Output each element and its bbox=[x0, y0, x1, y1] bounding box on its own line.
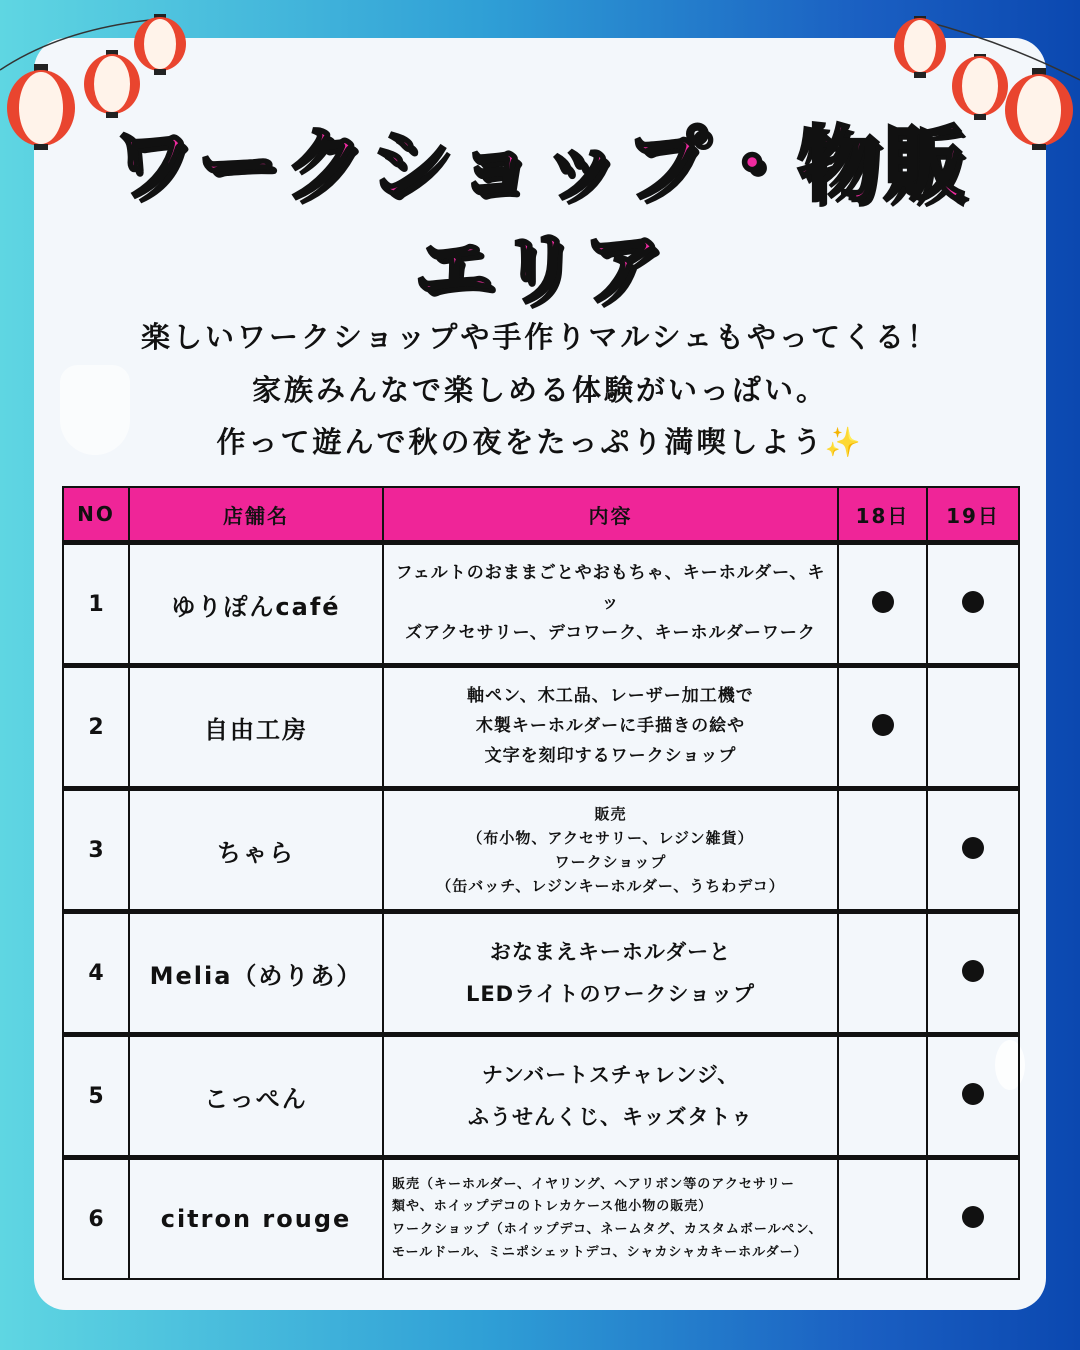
participation-day18 bbox=[838, 1158, 927, 1280]
participation-day19 bbox=[927, 666, 1019, 789]
header-content: 内容 bbox=[383, 487, 838, 543]
table-row bbox=[63, 789, 1019, 912]
page-title-line2: エリア bbox=[414, 223, 666, 316]
page-title-line1: ワークショップ・物販 bbox=[110, 118, 970, 213]
participation-day19 bbox=[927, 1035, 1019, 1158]
content-line: ナンバートスチャレンジ、 bbox=[481, 1063, 740, 1087]
shop-content bbox=[383, 1035, 838, 1158]
content-line: 販売 bbox=[594, 805, 627, 823]
participation-day19 bbox=[927, 1158, 1019, 1280]
shop-content bbox=[383, 1158, 838, 1280]
content-line: おなまえキーホルダーと bbox=[489, 940, 732, 964]
shop-name: Melia（めりあ） bbox=[129, 912, 383, 1035]
table-row bbox=[63, 1158, 1019, 1280]
participation-day19 bbox=[927, 789, 1019, 912]
participation-dot-icon bbox=[962, 1206, 984, 1228]
participation-day18 bbox=[838, 543, 927, 666]
table-body bbox=[63, 543, 1019, 1280]
content-line: ふうせんくじ、キッズタトゥ bbox=[467, 1105, 754, 1129]
table-row bbox=[63, 912, 1019, 1035]
participation-day18 bbox=[838, 1035, 927, 1158]
participation-dot-icon bbox=[962, 591, 984, 613]
participation-day19 bbox=[927, 543, 1019, 666]
row-number: 3 bbox=[63, 789, 129, 912]
table-row bbox=[63, 543, 1019, 666]
participation-day18 bbox=[838, 789, 927, 912]
table-row bbox=[63, 666, 1019, 789]
content-line: モールドール、ミニポシェットデコ、シャカシャカキーホルダー） bbox=[392, 1244, 808, 1260]
participation-dot-icon bbox=[962, 1083, 984, 1105]
content-line: （布小物、アクセサリー、レジン雑貨） bbox=[467, 829, 754, 847]
shop-name: citron rouge bbox=[129, 1158, 383, 1280]
row-number: 2 bbox=[63, 666, 129, 789]
header-no: NO bbox=[63, 487, 129, 543]
content-line: LEDライトのワークショップ bbox=[465, 982, 756, 1006]
participation-dot-icon bbox=[962, 837, 984, 859]
content-line: ワークショップ bbox=[554, 853, 667, 871]
intro-line-2: 家族みんなで楽しめる体験がいっぱい。 bbox=[251, 373, 828, 407]
table-row bbox=[63, 1035, 1019, 1158]
content-line: フェルトのおままごとやおもちゃ、キーホルダー、キッ bbox=[395, 563, 826, 614]
participation-day19 bbox=[927, 912, 1019, 1035]
shop-table bbox=[62, 486, 1020, 1280]
shop-name: ゆりぽんcafé bbox=[129, 543, 383, 666]
header-day18: 18日 bbox=[838, 487, 927, 543]
header-day19: 19日 bbox=[927, 487, 1019, 543]
content-line: 販売（キーホルダー、イヤリング、ヘアリボン等のアクセサリー bbox=[392, 1176, 795, 1192]
row-number: 5 bbox=[63, 1035, 129, 1158]
table-header-row bbox=[63, 487, 1019, 543]
shop-content bbox=[383, 789, 838, 912]
row-number: 1 bbox=[63, 543, 129, 666]
participation-dot-icon bbox=[962, 960, 984, 982]
content-line: ワークショップ（ホイップデコ、ネームタグ、カスタムボールペン、 bbox=[392, 1222, 823, 1237]
header-shop-name: 店舗名 bbox=[129, 487, 383, 543]
content-line: 類や、ホイップデコのトレカケース他小物の販売） bbox=[392, 1199, 713, 1215]
shop-content bbox=[383, 543, 838, 666]
participation-day18 bbox=[838, 912, 927, 1035]
row-number: 4 bbox=[63, 912, 129, 1035]
participation-dot-icon bbox=[872, 591, 894, 613]
intro-line-3: 作って遊んで秋の夜をたっぷり満喫しよう✨ bbox=[216, 425, 864, 459]
content-line: ズアクセサリー、デコワーク、キーホルダーワーク bbox=[405, 622, 816, 643]
content-line: 文字を刻印するワークショップ bbox=[484, 745, 737, 766]
content-line: 木製キーホルダーに手描きの絵や bbox=[475, 716, 746, 737]
row-number: 6 bbox=[63, 1158, 129, 1280]
shop-content bbox=[383, 666, 838, 789]
shop-name: ちゃら bbox=[129, 789, 383, 912]
shop-name: こっぺん bbox=[129, 1035, 383, 1158]
content-line: （缶バッチ、レジンキーホルダー、うちわデコ） bbox=[436, 877, 785, 895]
participation-dot-icon bbox=[872, 714, 894, 736]
participation-day18 bbox=[838, 666, 927, 789]
shop-name: 自由工房 bbox=[129, 666, 383, 789]
content-line: 軸ペン、木工品、レーザー加工機で bbox=[467, 686, 754, 707]
shop-content bbox=[383, 912, 838, 1035]
intro-line-1: 楽しいワークショップや手作りマルシェもやってくる！ bbox=[140, 320, 940, 354]
